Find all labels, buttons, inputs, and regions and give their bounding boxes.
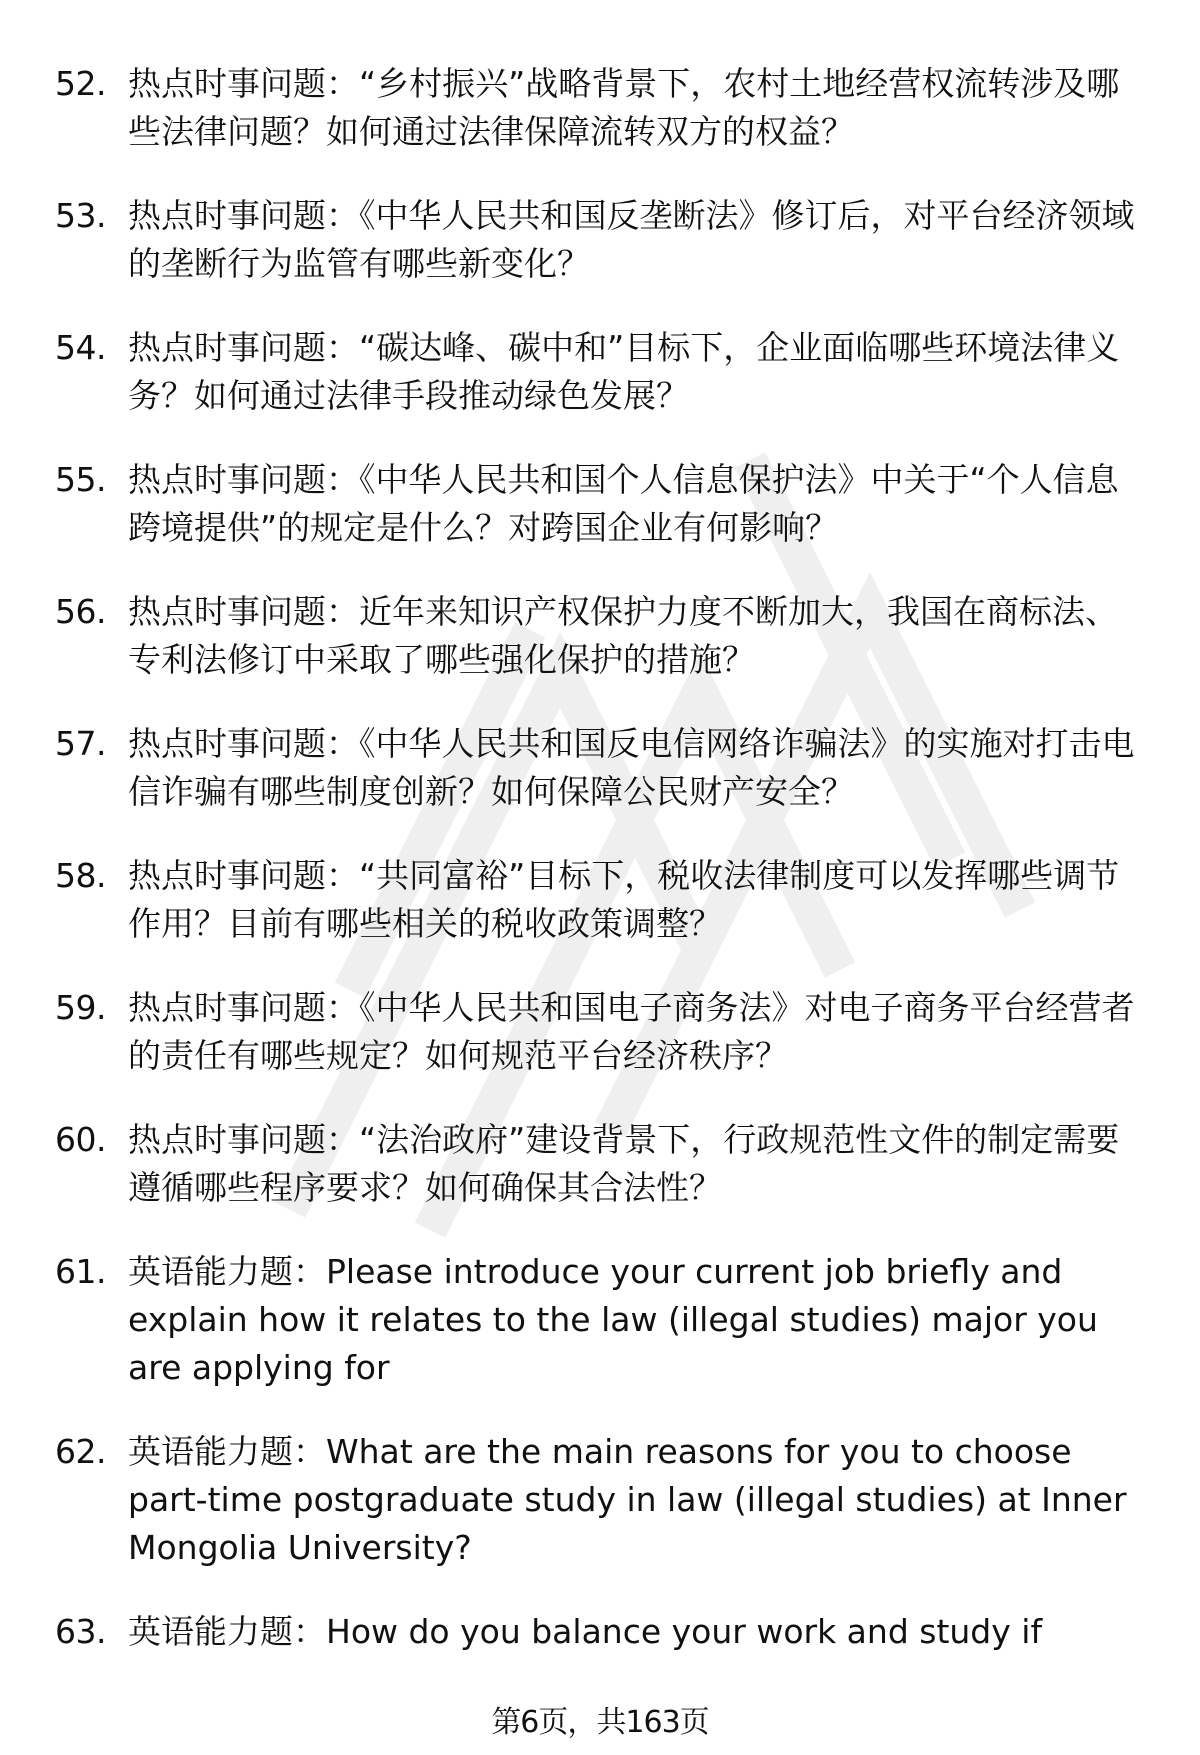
question-number: 59. [55,988,106,1027]
question-text: 热点时事问题：“法治政府”建设背景下，行政规范性文件的制定需要遵循哪些程序要求？如何确保其合法性？ [128,1120,1120,1207]
question-text: 英语能力题：What are the main reasons for you to choose part-time postgraduate study in law (illegal studies) at Inner Mongolia University? [128,1432,1127,1567]
question-number: 63. [55,1612,106,1651]
question-text: 英语能力题：How do you balance your work and study if [128,1612,1043,1651]
question-number: 56. [55,592,106,631]
question-number: 60. [55,1120,106,1159]
question-number: 58. [55,856,106,895]
question-text: 热点时事问题：《中华人民共和国个人信息保护法》中关于“个人信息跨境提供”的规定是什么？对跨国企业有何影响？ [128,460,1119,547]
question-text: 热点时事问题：《中华人民共和国电子商务法》对电子商务平台经营者的责任有哪些规定？如何规范平台经济秩序？ [128,988,1135,1075]
question-number: 54. [55,328,106,367]
question-text: 热点时事问题：近年来知识产权保护力度不断加大，我国在商标法、专利法修订中采取了哪些强化保护的措施？ [128,592,1118,679]
question-text: 热点时事问题：“乡村振兴”战略背景下，农村土地经营权流转涉及哪些法律问题？如何通过法律保障流转双方的权益？ [128,64,1120,151]
page-number-footer: 第6页，共163页 [491,1705,709,1740]
question-text: 英语能力题：Please introduce your current job briefly and explain how it relates to the law (illegal studies) major you are applying for [128,1252,1098,1387]
question-number: 53. [55,196,106,235]
question-number: 61. [55,1252,106,1291]
question-text: 热点时事问题：“共同富裕”目标下，税收法律制度可以发挥哪些调节作用？目前有哪些相关的税收政策调整？ [128,856,1120,943]
question-number: 62. [55,1432,106,1471]
question-text: 热点时事问题：《中华人民共和国反垄断法》修订后，对平台经济领域的垄断行为监管有哪些新变化？ [128,196,1135,283]
question-text: 热点时事问题：《中华人民共和国反电信网络诈骗法》的实施对打击电信诈骗有哪些制度创新？如何保障公民财产安全？ [128,724,1135,811]
question-number: 57. [55,724,106,763]
question-number: 55. [55,460,106,499]
question-number: 52. [55,64,106,103]
question-text: 热点时事问题：“碳达峰、碳中和”目标下，企业面临哪些环境法律义务？如何通过法律手段推动绿色发展？ [128,328,1120,415]
